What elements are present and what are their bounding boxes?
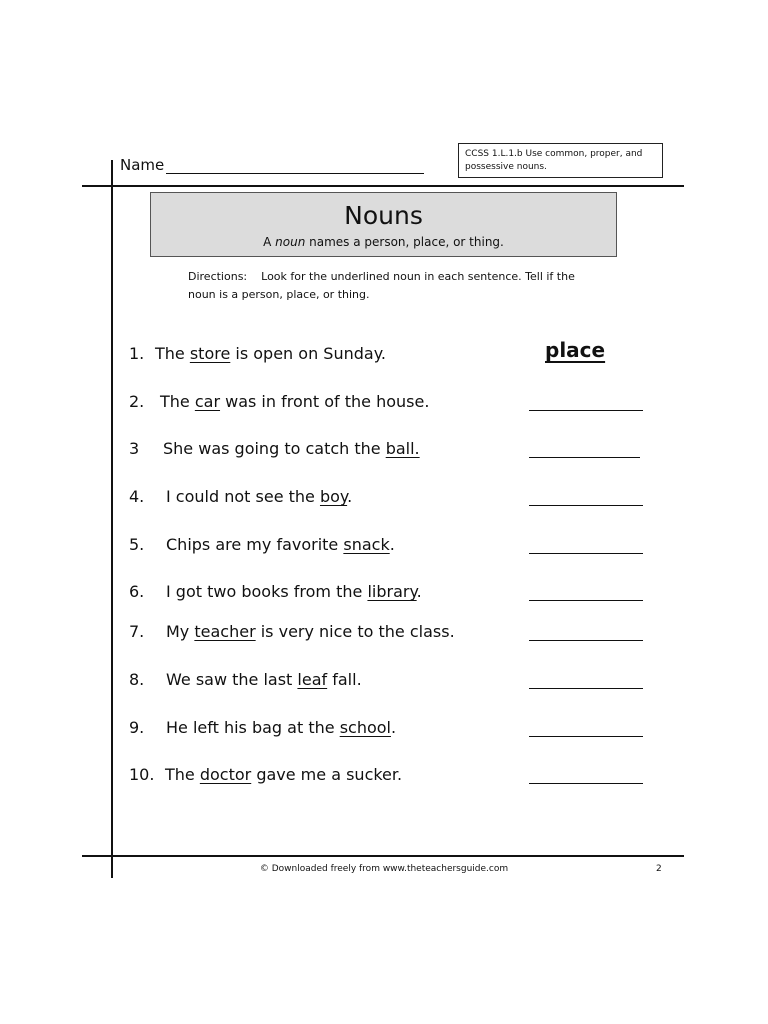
question-post: fall. bbox=[327, 670, 362, 689]
question-pre: I could not see the bbox=[166, 487, 320, 506]
question-number: 4. bbox=[129, 487, 145, 506]
question-post: was in front of the house. bbox=[220, 392, 430, 411]
underlined-noun: leaf bbox=[297, 670, 328, 689]
underlined-noun: library bbox=[367, 582, 417, 601]
question-pre: She was going to catch the bbox=[163, 439, 386, 458]
title-box bbox=[150, 192, 617, 257]
left-margin-rule bbox=[111, 160, 113, 878]
question-row bbox=[129, 487, 352, 507]
page-title: Nouns bbox=[344, 201, 423, 230]
subtitle-emphasis: noun bbox=[275, 235, 306, 249]
answer-blank[interactable] bbox=[529, 783, 643, 784]
question-post: is very nice to the class. bbox=[255, 622, 455, 641]
top-rule bbox=[82, 185, 684, 187]
subtitle-pre: A bbox=[263, 235, 276, 249]
question-number: 3 bbox=[129, 439, 140, 458]
question-row bbox=[129, 439, 420, 459]
underlined-noun: school bbox=[339, 718, 391, 737]
question-post: . bbox=[389, 535, 395, 554]
question-pre: We saw the last bbox=[166, 670, 298, 689]
directions-label: Directions: bbox=[188, 270, 248, 283]
question-pre: The bbox=[160, 392, 195, 411]
question-pre: The bbox=[165, 765, 200, 784]
question-post: is open on Sunday. bbox=[230, 344, 386, 363]
name-line[interactable] bbox=[166, 159, 424, 174]
question-number: 10. bbox=[129, 765, 155, 784]
question-number: 9. bbox=[129, 718, 145, 737]
question-row bbox=[129, 622, 455, 642]
question-pre: My bbox=[166, 622, 195, 641]
question-post: . bbox=[347, 487, 353, 506]
question-row bbox=[129, 670, 362, 690]
subtitle bbox=[151, 235, 616, 249]
standard-box: CCSS 1.L.1.b Use common, proper, and possessive nouns. bbox=[458, 143, 663, 178]
question-post: . bbox=[416, 582, 422, 601]
question-row bbox=[129, 535, 395, 555]
answer-blank[interactable] bbox=[529, 640, 643, 641]
question-number: 8. bbox=[129, 670, 145, 689]
question-post: . bbox=[390, 718, 397, 737]
directions-text: Look for the underlined noun in each sentence. Tell if the noun is a person, place, or thing. bbox=[188, 270, 575, 301]
question-row bbox=[129, 582, 422, 602]
underlined-noun: snack bbox=[343, 535, 390, 554]
question-pre: I got two books from the bbox=[166, 582, 368, 601]
question-number: 5. bbox=[129, 535, 145, 554]
answer-blank[interactable] bbox=[529, 600, 643, 601]
page-number: 2 bbox=[656, 864, 662, 874]
subtitle-post: names a person, place, or thing. bbox=[305, 235, 504, 249]
question-number: 2. bbox=[129, 392, 145, 411]
bottom-rule bbox=[82, 855, 684, 857]
question-post: gave me a sucker. bbox=[251, 765, 403, 784]
question-pre: The bbox=[155, 344, 190, 363]
question-row bbox=[129, 344, 386, 364]
question-number: 1. bbox=[129, 344, 145, 363]
underlined-noun: boy bbox=[319, 487, 348, 506]
answer-blank[interactable] bbox=[529, 410, 643, 411]
underlined-noun: doctor bbox=[199, 765, 252, 784]
answer-blank[interactable] bbox=[529, 736, 643, 737]
underlined-noun: store bbox=[189, 344, 231, 363]
answer-blank[interactable] bbox=[529, 505, 643, 506]
name-label: Name bbox=[120, 156, 165, 174]
answer-blank[interactable] bbox=[529, 553, 643, 554]
answer-blank[interactable] bbox=[529, 688, 643, 689]
footer-credit: © Downloaded freely from www.theteachersguide.com bbox=[259, 864, 509, 874]
directions bbox=[188, 268, 598, 304]
underlined-noun: car bbox=[194, 392, 221, 411]
question-number: 7. bbox=[129, 622, 145, 641]
answer-blank[interactable] bbox=[529, 457, 640, 458]
name-field[interactable] bbox=[120, 156, 424, 174]
question-pre: He left his bag at the bbox=[166, 718, 340, 737]
question-row bbox=[129, 718, 396, 738]
question-pre: Chips are my favorite bbox=[166, 535, 344, 554]
example-answer: place bbox=[545, 338, 606, 362]
question-row bbox=[129, 392, 429, 412]
underlined-noun: ball. bbox=[385, 439, 420, 458]
underlined-noun: teacher bbox=[194, 622, 256, 641]
question-row bbox=[129, 765, 402, 785]
question-number: 6. bbox=[129, 582, 145, 601]
